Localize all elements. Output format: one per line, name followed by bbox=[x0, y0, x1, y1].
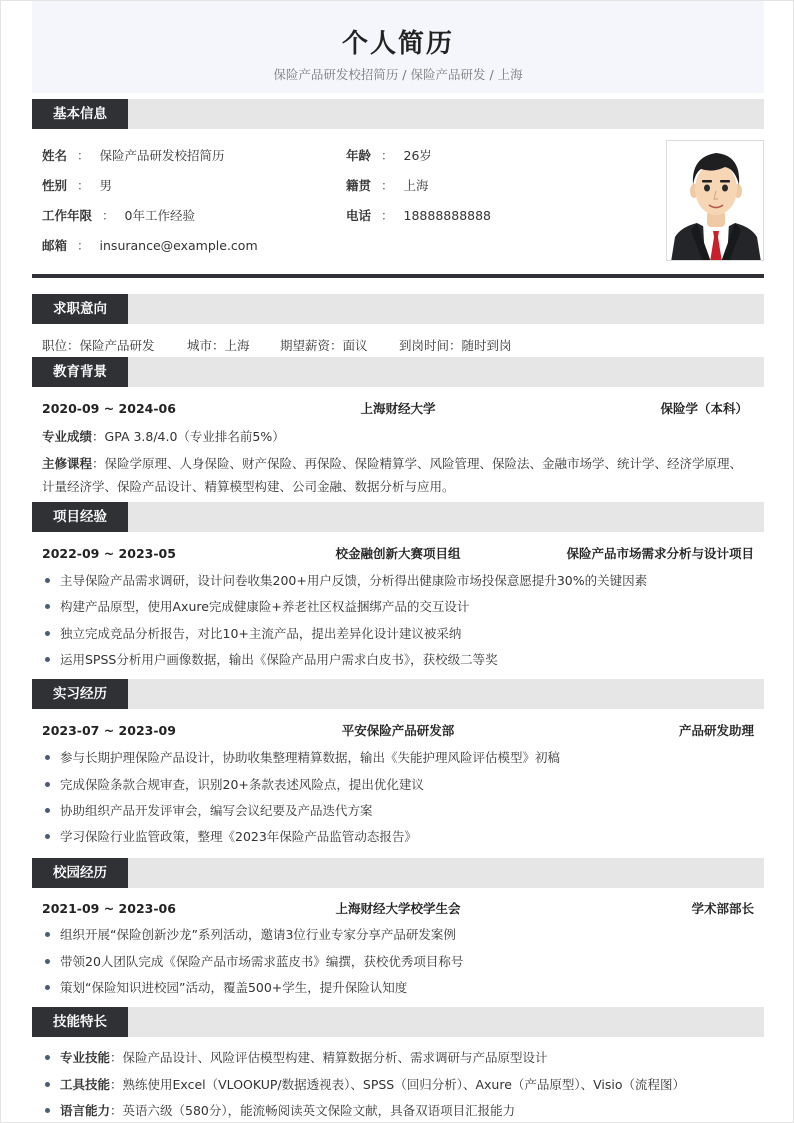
education-degree: 保险学（本科） bbox=[660, 401, 748, 416]
section-title: 实习经历 bbox=[32, 679, 128, 709]
section-title: 项目经验 bbox=[32, 502, 128, 532]
internship-header bbox=[42, 721, 754, 741]
bullet-dot-icon bbox=[45, 657, 50, 662]
field-value: 0年工作经验 bbox=[124, 208, 195, 223]
skill-item bbox=[42, 1101, 754, 1121]
field-value: insurance@example.com bbox=[99, 238, 258, 253]
section-title: 基本信息 bbox=[32, 99, 128, 129]
campus-header bbox=[42, 899, 754, 919]
skill-item bbox=[42, 1075, 754, 1095]
intent-city: 城市：上海 bbox=[187, 338, 250, 353]
bullet-dot-icon bbox=[45, 932, 50, 937]
section-header-education bbox=[32, 357, 764, 387]
bullet-dot-icon bbox=[45, 755, 50, 760]
skill-value: ：保险产品设计、风险评估模型构建、精算数据分析、需求调研与产品原型设计 bbox=[110, 1050, 548, 1065]
field-value: 男 bbox=[99, 178, 113, 193]
intent-salary: 期望薪资：面议 bbox=[280, 338, 368, 353]
person-portrait-icon bbox=[667, 141, 764, 261]
bullet-dot-icon bbox=[45, 1055, 50, 1060]
field-experience-years bbox=[42, 206, 195, 226]
skill-item bbox=[42, 1048, 754, 1068]
field-label: 电话 bbox=[346, 208, 372, 223]
internship-org: 平安保险产品研发部 bbox=[341, 723, 455, 738]
section-divider bbox=[32, 274, 764, 278]
project-header bbox=[42, 544, 754, 564]
bullet-dot-icon bbox=[45, 808, 50, 813]
list-item: 独立完成竞品分析报告，对比10+主流产品，提出差异化设计建议被采纳 bbox=[42, 624, 754, 644]
bullet-dot-icon bbox=[45, 782, 50, 787]
page-title: 个人简历 bbox=[341, 29, 454, 59]
field-label: 性别 bbox=[42, 178, 68, 193]
skill-value: ：英语六级（580分），能流畅阅读英文保险文献，具备双语项目汇报能力 bbox=[110, 1103, 516, 1118]
section-title: 校园经历 bbox=[32, 858, 128, 888]
page-subtitle: 保险产品研发校招简历 / 保险产品研发 / 上海 bbox=[273, 67, 523, 82]
field-colon: ： bbox=[102, 208, 115, 223]
field-value: 18888888888 bbox=[403, 208, 492, 223]
field-label: 年龄 bbox=[346, 148, 372, 163]
field-hometown bbox=[346, 176, 429, 196]
section-header-campus bbox=[32, 858, 764, 888]
intent-start-date: 到岗时间：随时到岗 bbox=[399, 338, 512, 353]
section-header-internship bbox=[32, 679, 764, 709]
skill-label: 专业技能 bbox=[60, 1050, 111, 1065]
campus-period: 2021-09 ~ 2023-06 bbox=[42, 901, 176, 916]
internship-role: 产品研发助理 bbox=[678, 723, 754, 738]
field-value: 26岁 bbox=[403, 148, 432, 163]
field-label: 籍贯 bbox=[346, 178, 372, 193]
section-title: 教育背景 bbox=[32, 357, 128, 387]
education-header bbox=[42, 399, 754, 419]
field-value: 上海 bbox=[403, 178, 429, 193]
field-label: 工作年限 bbox=[42, 208, 93, 223]
list-item: 运用SPSS分析用户画像数据，输出《保险产品用户需求白皮书》，获校级二等奖 bbox=[42, 650, 754, 670]
resume-header bbox=[32, 1, 764, 93]
gpa-label: 专业成绩 bbox=[42, 429, 93, 444]
project-role: 保险产品市场需求分析与设计项目 bbox=[566, 546, 754, 561]
bullet-dot-icon bbox=[45, 604, 50, 609]
bullet-dot-icon bbox=[45, 631, 50, 636]
list-item: 带领20人团队完成《保险产品市场需求蓝皮书》编撰，获校优秀项目称号 bbox=[42, 952, 754, 972]
skill-label: 工具技能 bbox=[60, 1077, 111, 1092]
project-period: 2022-09 ~ 2023-05 bbox=[42, 546, 176, 561]
intent-position: 职位：保险产品研发 bbox=[42, 338, 155, 353]
avatar-photo bbox=[666, 140, 764, 261]
field-colon: ： bbox=[77, 178, 90, 193]
courses-value: ：保险学原理、人身保险、财产保险、再保险、保险精算学、风险管理、保险法、金融市场学、统计学、经济学原理、计量经济学、保险产品设计、精算模型构建、公司金融、数据分析与应用。 bbox=[42, 456, 743, 494]
list-item: 完成保险条款合规审查，识别20+条款表述风险点，提出优化建议 bbox=[42, 775, 754, 795]
field-colon: ： bbox=[77, 238, 90, 253]
list-item: 主导保险产品需求调研，设计问卷收集200+用户反馈，分析得出健康险市场投保意愿提升30%的关键因素 bbox=[42, 571, 754, 591]
section-header-skills bbox=[32, 1007, 764, 1037]
bullet-dot-icon bbox=[45, 578, 50, 583]
field-colon: ： bbox=[381, 178, 394, 193]
skill-label: 语言能力 bbox=[60, 1103, 111, 1118]
list-item: 学习保险行业监管政策，整理《2023年保险产品监管动态报告》 bbox=[42, 827, 754, 847]
skill-value: ：熟练使用Excel（VLOOKUP/数据透视表）、SPSS（回归分析）、Axure（产品原型）、Visio（流程图） bbox=[110, 1077, 686, 1092]
field-colon: ： bbox=[381, 148, 394, 163]
internship-period: 2023-07 ~ 2023-09 bbox=[42, 723, 176, 738]
courses-label: 主修课程 bbox=[42, 456, 93, 471]
bullet-dot-icon bbox=[45, 1108, 50, 1113]
gpa-value: ：GPA 3.8/4.0（专业排名前5%） bbox=[92, 429, 285, 444]
list-item: 组织开展“保险创新沙龙”系列活动，邀请3位行业专家分享产品研发案例 bbox=[42, 925, 754, 945]
campus-org: 上海财经大学校学生会 bbox=[335, 901, 461, 916]
field-phone bbox=[346, 206, 491, 226]
education-school: 上海财经大学 bbox=[360, 401, 436, 416]
field-email bbox=[42, 236, 258, 256]
list-item: 策划“保险知识进校园”活动，覆盖500+学生，提升保险认知度 bbox=[42, 978, 754, 998]
project-org: 校金融创新大赛项目组 bbox=[335, 546, 461, 561]
field-value: 保险产品研发校招简历 bbox=[99, 148, 225, 163]
education-gpa bbox=[42, 425, 754, 448]
field-label: 姓名 bbox=[42, 148, 68, 163]
field-colon: ： bbox=[77, 148, 90, 163]
section-header-projects bbox=[32, 502, 764, 532]
field-age bbox=[346, 146, 432, 166]
section-header-basic bbox=[32, 99, 764, 129]
bullet-dot-icon bbox=[45, 985, 50, 990]
bullet-dot-icon bbox=[45, 834, 50, 839]
section-title: 求职意向 bbox=[32, 294, 128, 324]
section-title: 技能特长 bbox=[32, 1007, 128, 1037]
list-item: 协助组织产品开发评审会，编写会议纪要及产品迭代方案 bbox=[42, 801, 754, 821]
field-name bbox=[42, 146, 225, 166]
field-colon: ： bbox=[381, 208, 394, 223]
bullet-dot-icon bbox=[45, 1082, 50, 1087]
campus-role: 学术部部长 bbox=[691, 901, 754, 916]
education-period: 2020-09 ~ 2024-06 bbox=[42, 401, 176, 416]
education-courses bbox=[42, 452, 754, 498]
field-gender bbox=[42, 176, 112, 196]
section-header-intent bbox=[32, 294, 764, 324]
list-item: 构建产品原型，使用Axure完成健康险+养老社区权益捆绑产品的交互设计 bbox=[42, 597, 754, 617]
field-label: 邮箱 bbox=[42, 238, 68, 253]
bullet-dot-icon bbox=[45, 959, 50, 964]
list-item: 参与长期护理保险产品设计，协助收集整理精算数据，输出《失能护理风险评估模型》初稿 bbox=[42, 748, 754, 768]
